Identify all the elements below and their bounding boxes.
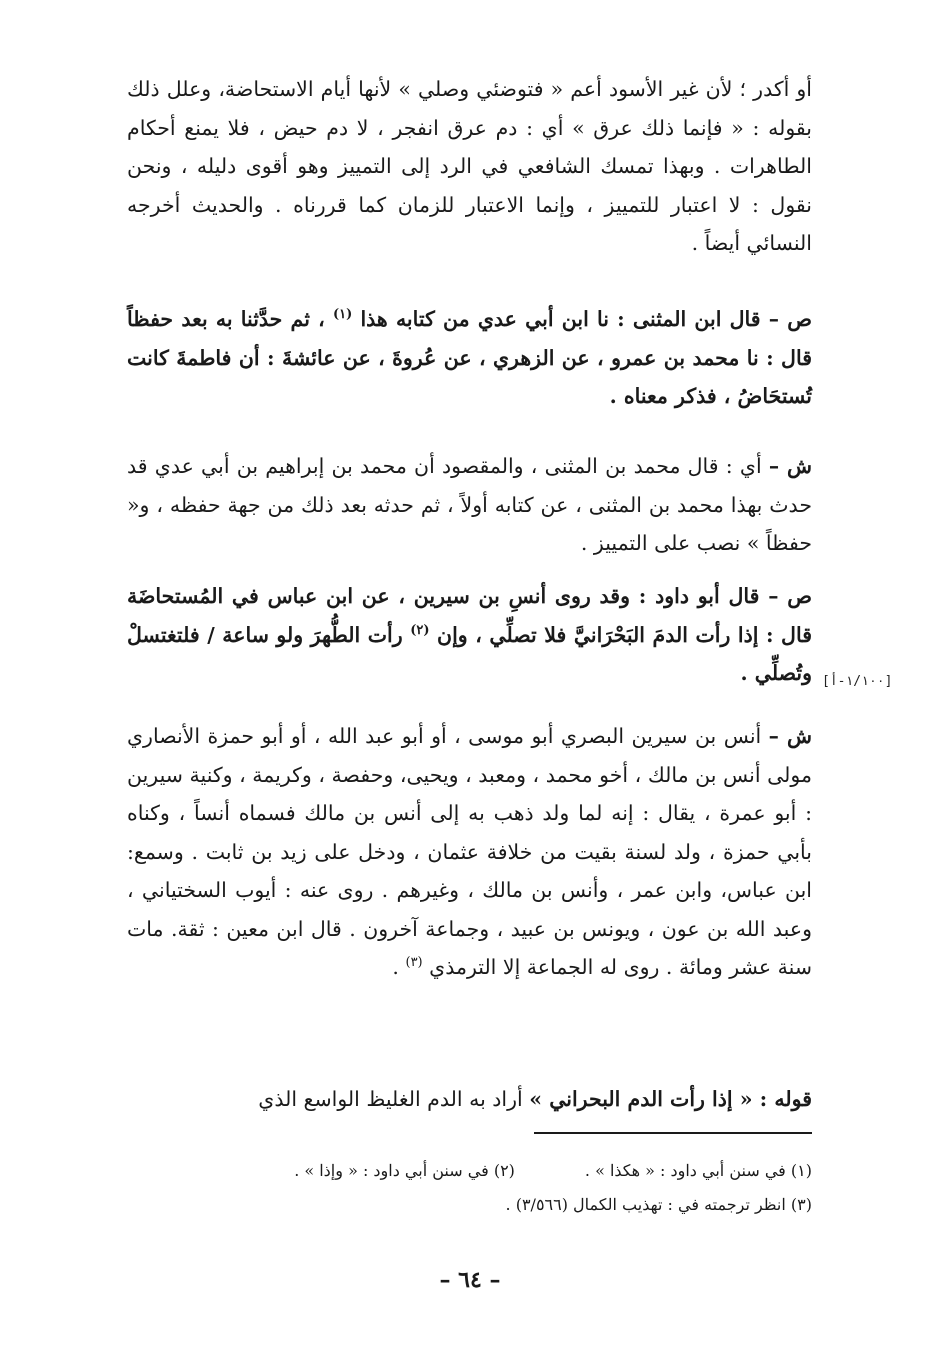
paragraph-commentary-1 <box>127 70 812 263</box>
paragraph-text: قال ابن المثنى : نا ابن أبي عدي من كتابه هذا <box>360 307 761 331</box>
paragraph-text: أراد به الدم الغليظ الواسع الذي <box>258 1087 523 1111</box>
footnote-2: (٢) في سنن أبي داود : « وإذا » . <box>294 1161 515 1180</box>
paragraph-text: . <box>392 955 399 979</box>
paragraph-text: أي : قال محمد بن المثنى ، والمقصود أن محمد بن إبراهيم بن أبي عدي قد حدث بهذا محمد بن المثنى ، عن كتابه أولاً ، ثم حدثه بعد ذلك من جهة حفظه ، و« حفظاً » نصب على التمييز . <box>127 454 812 555</box>
manuscript-page-reference: [١/١٠٠-أ] <box>822 674 893 689</box>
page-number: – ٦٤ – <box>439 1267 501 1293</box>
footnote-3: (٣) انظر ترجمته في : تهذيب الكمال (٣/٥٦٦) . <box>505 1195 812 1214</box>
section-marker: ص – <box>768 307 813 331</box>
footnote-row <box>127 1154 812 1188</box>
footnote-divider <box>534 1132 812 1134</box>
footnote-ref-2[interactable]: (٢) <box>410 622 430 638</box>
paragraph-text-narration-2 <box>127 577 812 693</box>
quoted-phrase: قوله : « إذا رأت الدم البحراني » <box>529 1087 812 1111</box>
paragraph-text: أو أكدر ؛ لأن غير الأسود أعم « فتوضئي وصلي » لأنها أيام الاستحاضة، وعلل ذلك بقوله : « فإنما ذلك عرق » أي : دم عرق انفجر ، لا دم حيض ، فلا يمنع أحكام الطاهرات . وبهذا تمسك الشافعي في الرد إلى التمييز وهو أقوى دليله ، ونحن نقول : لا اعتبار للتمييز ، وإنما الاعتبار للزمان كما قررناه . والحديث أخرجه النسائي أيضاً . <box>127 77 812 255</box>
paragraph-commentary-2 <box>127 447 812 563</box>
footnote-ref-3[interactable]: (٣) <box>405 955 423 971</box>
paragraph-text: ، ثم حدَّثنا به بعد حفظاً قال : نا محمد بن عمرو ، عن الزهري ، عن عُروةَ ، عن عائشةَ : أن فاطمةَ كانت تُستحَاضُ ، فذكر معناه . <box>127 307 812 408</box>
footnote-ref-1[interactable]: (١) <box>332 307 353 323</box>
paragraph-text: أنس بن سيرين البصري أبو موسى ، أو أبو عبد الله ، أو أبو حمزة الأنصاري مولى أنس بن مالك ، أخو محمد ، ومعبد ، ويحيى، وحفصة ، وكريمة ، وكنية سيرين : أبو عمرة ، يقال : إنه لما ولد ذهب به إلى أنس بن مالك فسماه أنساً ، وكناه بأبي حمزة ، ولد لسنة بقيت من خلافة عثمان ، ودخل على زيد بن ثابت . وسمع: ابن عباس، وابن عمر ، وأنس بن مالك ، وغيرهم . روى عنه : أيوب السختياني ، وعبد الله بن عون ، ويونس بن عبيد ، وجماعة آخرون . قال ابن معين : ثقة. مات سنة عشر ومائة . روى له الجماعة إلا الترمذي <box>127 724 812 979</box>
footnotes <box>127 1154 812 1222</box>
paragraph-text-narration-1 <box>127 300 812 416</box>
section-marker: ش – <box>768 454 812 478</box>
footnote-1: (١) في سنن أبي داود : « هكذا » . <box>584 1161 812 1180</box>
paragraph-text: رأت الطُّهرَ ولو ساعة / فلتغتسلْ وتُصلِّي . <box>127 622 812 685</box>
document-page <box>0 62 940 1352</box>
paragraph-commentary-3 <box>127 717 812 987</box>
paragraph-commentary-4 <box>127 1080 812 1119</box>
section-marker: ش – <box>768 724 812 748</box>
footnote-row <box>127 1188 812 1222</box>
section-marker: ص – <box>768 584 813 608</box>
paragraph-text: قال أبو داود : وقد روى أنسِ بن سيرين ، عن ابن عباس في المُستحاضَة قال : إذا رأت الدمَ البَحْرَانيَّ فلا تصلِّي ، وإن <box>127 584 812 647</box>
